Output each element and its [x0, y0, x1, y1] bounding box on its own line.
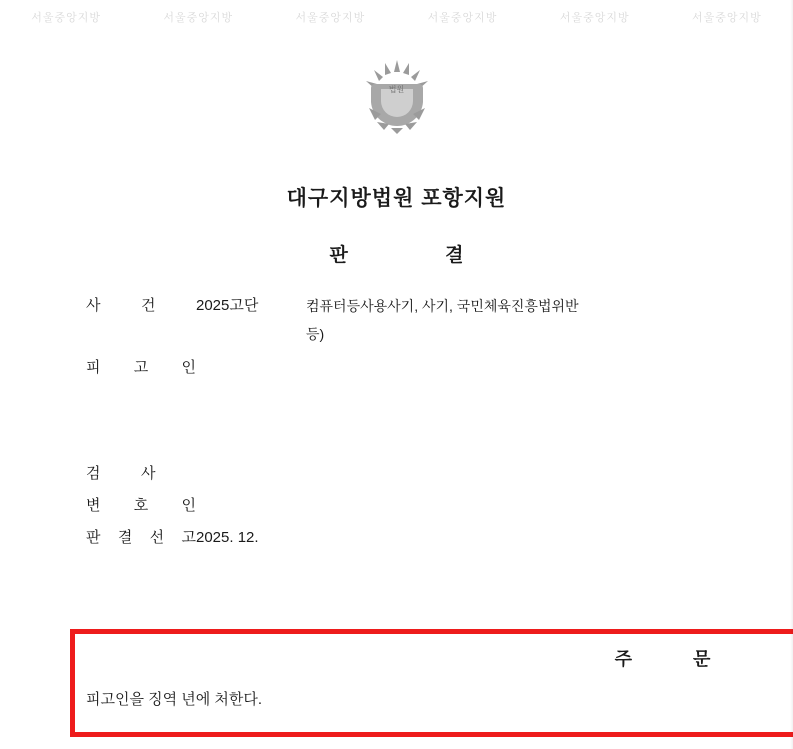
- meta-label-case: [86, 296, 196, 316]
- watermark-text: 서울중앙지방: [427, 12, 498, 24]
- meta-label-char: 사: [141, 465, 156, 482]
- meta-row-defendant: [86, 358, 726, 378]
- document-title-char-1: 판: [329, 245, 348, 266]
- meta-label-char: 건: [141, 297, 156, 314]
- meta-value-charges: 컴퓨터등사용사기, 사기, 국민체육진흥법위반: [306, 298, 579, 314]
- meta-label-char: 선: [149, 529, 165, 546]
- watermark-text: 서울중앙지방: [691, 12, 762, 24]
- meta-value-case-number: 2025고단: [196, 297, 259, 314]
- meta-row-prosecutor: [86, 464, 726, 484]
- meta-label-char: 검: [86, 465, 101, 482]
- meta-label-char: 호: [133, 497, 149, 514]
- meta-label-attorney: [86, 496, 196, 516]
- meta-label-char: 사: [86, 297, 101, 314]
- watermark-text: 서울중앙지방: [295, 12, 366, 24]
- meta-label-char: 결: [117, 529, 133, 546]
- meta-row-case: [86, 296, 726, 316]
- meta-label-char: 인: [181, 359, 196, 376]
- order-heading-char-2: 문: [693, 649, 711, 669]
- watermark-text: 서울중앙지방: [163, 12, 234, 24]
- meta-value-judgment-date: 2025. 12.: [196, 529, 259, 546]
- watermark-strip: [0, 0, 793, 34]
- order-heading-char-1: 주: [614, 649, 632, 669]
- meta-label-char: 고: [133, 359, 149, 376]
- court-name: 대구지방법원 포항지원: [286, 187, 507, 210]
- meta-value-charges-continued: 등): [306, 326, 325, 342]
- document-title-char-2: 결: [445, 245, 464, 266]
- document-title: [0, 240, 793, 267]
- metadata-block: [86, 296, 726, 560]
- meta-row-attorney: [86, 496, 726, 516]
- meta-row-judgment-date: [86, 528, 726, 548]
- meta-label-char: 판: [86, 529, 101, 546]
- meta-label-char: 변: [86, 497, 101, 514]
- emblem-container: [0, 56, 793, 143]
- meta-spacer: [86, 390, 726, 464]
- meta-label-char: 고: [181, 529, 196, 546]
- court-emblem-icon: [353, 56, 441, 138]
- order-text: 피고인을 징역 년에 처한다.: [86, 691, 263, 708]
- order-heading: [70, 645, 793, 671]
- watermark-text: 서울중앙지방: [31, 12, 101, 24]
- meta-label-char: 인: [181, 497, 196, 514]
- emblem-label: 법원: [388, 85, 405, 94]
- meta-label-judgment-date: [86, 528, 196, 548]
- meta-label-char: 피: [86, 359, 101, 376]
- watermark-text: 서울중앙지방: [559, 12, 630, 24]
- meta-label-prosecutor: [86, 464, 196, 484]
- meta-label-defendant: [86, 358, 196, 378]
